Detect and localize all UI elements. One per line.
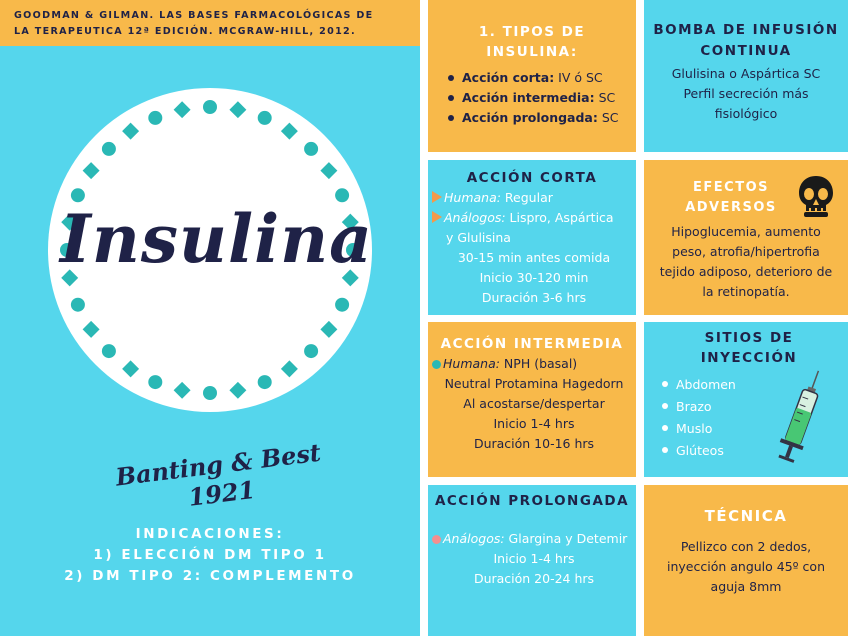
ring-ornament bbox=[304, 344, 318, 358]
humana-value: NPH (basal) bbox=[499, 356, 578, 371]
text-line: inyección angulo 45º con bbox=[667, 559, 825, 574]
analogos-value-2: y Glulisina bbox=[446, 230, 511, 245]
item-label: Acción intermedia: bbox=[462, 90, 595, 105]
page-title: Insulina bbox=[60, 200, 373, 278]
item-value: SC bbox=[594, 90, 616, 105]
prolongada-heading: ACCIÓN PROLONGADA bbox=[434, 493, 630, 509]
citation bbox=[0, 0, 420, 46]
list-item bbox=[446, 68, 636, 88]
text-line: Duración 3-6 hrs bbox=[481, 290, 587, 305]
ring-ornament bbox=[102, 142, 116, 156]
sitios-panel bbox=[644, 322, 848, 477]
list-item: Glúteos bbox=[660, 440, 848, 462]
bomba-heading-line-2: CONTINUA bbox=[700, 43, 792, 59]
text-line: Pellizco con 2 dedos, bbox=[680, 539, 812, 554]
text-line: aguja 8mm bbox=[710, 579, 782, 594]
ring-ornament bbox=[335, 298, 349, 312]
arrow-icon bbox=[432, 191, 442, 203]
list-item: Muslo bbox=[660, 418, 848, 440]
item-label: Acción prolongada: bbox=[462, 110, 598, 125]
list-item: Brazo bbox=[660, 396, 848, 418]
text-line: la retinopatía. bbox=[702, 284, 790, 299]
ring-ornament bbox=[258, 111, 272, 125]
bomba-panel bbox=[644, 0, 848, 152]
humana-label: Humana: bbox=[444, 190, 501, 205]
list-item: Abdomen bbox=[660, 374, 848, 396]
text-line: 30-15 min antes comida bbox=[457, 250, 611, 265]
tecnica-heading: TÉCNICA bbox=[704, 507, 788, 525]
credit-text: Banting & Best 1921 bbox=[114, 437, 323, 512]
list-item bbox=[446, 88, 636, 108]
indication-2: 2) DM TIPO 2: COMPLEMENTO bbox=[64, 568, 356, 584]
text-line: tejido adiposo, deterioro de bbox=[659, 264, 833, 279]
list-item bbox=[446, 108, 636, 128]
sitios-heading bbox=[644, 328, 848, 368]
text-line: fisiológico bbox=[714, 106, 778, 121]
text-line: Inicio 1-4 hrs bbox=[493, 416, 575, 431]
humana-value: Regular bbox=[500, 190, 553, 205]
ring-ornament bbox=[203, 386, 217, 400]
indications-heading: INDICACIONES: bbox=[135, 526, 285, 542]
tipos-heading-line-1: 1. TIPOS DE bbox=[478, 24, 586, 40]
text-line: Duración 20-24 hrs bbox=[473, 571, 595, 586]
ring-ornament bbox=[258, 375, 272, 389]
indication-1: 1) ELECCIÓN DM TIPO 1 bbox=[93, 547, 327, 563]
analogos-line bbox=[432, 208, 636, 228]
text-line: Al acostarse/despertar bbox=[463, 396, 605, 411]
tipos-panel bbox=[428, 0, 636, 152]
analogos-value: Glargina y Detemir bbox=[504, 531, 628, 546]
intermedia-panel bbox=[428, 322, 636, 477]
text-line: Inicio 30-120 min bbox=[479, 270, 589, 285]
humana-label: Humana: bbox=[443, 356, 500, 371]
ring-ornament bbox=[148, 111, 162, 125]
text-line: Hipoglucemia, aumento bbox=[671, 224, 821, 239]
corta-text bbox=[428, 188, 636, 308]
text-line: peso, atrofia/hipertrofia bbox=[672, 244, 820, 259]
syringe-icon bbox=[772, 366, 832, 466]
bomba-heading-line-1: BOMBA DE INFUSIÓN bbox=[653, 22, 839, 38]
item-value: IV ó SC bbox=[554, 70, 603, 85]
analogos-label: Análogos: bbox=[443, 531, 505, 546]
tipos-heading-line-2: INSULINA: bbox=[486, 44, 578, 60]
adversos-text bbox=[644, 222, 848, 302]
bullet-icon bbox=[432, 535, 441, 544]
tipos-heading bbox=[428, 22, 636, 62]
text-line: Glulisina o Aspártica SC bbox=[671, 66, 821, 81]
corta-heading: ACCIÓN CORTA bbox=[466, 170, 598, 186]
text-line: Perfil secreción más bbox=[683, 86, 809, 101]
corta-panel bbox=[428, 160, 636, 315]
ring-ornament bbox=[148, 375, 162, 389]
text-line: Duración 10-16 hrs bbox=[473, 436, 595, 451]
tecnica-panel bbox=[644, 485, 848, 636]
adversos-heading-line-2: ADVERSOS bbox=[685, 200, 777, 215]
analogos-value: Lispro, Aspártica bbox=[505, 210, 614, 225]
ring-ornament bbox=[102, 344, 116, 358]
indications bbox=[20, 524, 400, 587]
tipos-list bbox=[446, 68, 636, 128]
citation-line-2: LA TERAPEUTICA 12ª EDICIÓN. MCGRAW-HILL, 2012. bbox=[14, 26, 356, 37]
intermedia-text bbox=[428, 354, 636, 454]
citation-line-1: GOODMAN & GILMAN. LAS BASES FARMACOLÓGICAS DE bbox=[14, 10, 374, 21]
tecnica-text bbox=[644, 537, 848, 597]
adversos-panel bbox=[644, 160, 848, 315]
humana-line bbox=[432, 188, 636, 208]
prolongada-text bbox=[428, 529, 636, 589]
analogos-label: Análogos: bbox=[444, 210, 506, 225]
cover-panel bbox=[0, 0, 420, 636]
skull-icon bbox=[796, 174, 836, 218]
ring-ornament bbox=[71, 298, 85, 312]
bullet-icon bbox=[432, 360, 441, 369]
humana-line bbox=[432, 354, 636, 374]
intermedia-heading: ACCIÓN INTERMEDIA bbox=[440, 336, 624, 352]
item-value: SC bbox=[597, 110, 619, 125]
ring-ornament bbox=[304, 142, 318, 156]
bomba-heading bbox=[644, 20, 848, 62]
item-label: Acción corta: bbox=[462, 70, 555, 85]
text-line: Neutral Protamina Hagedorn bbox=[444, 376, 624, 391]
arrow-icon bbox=[432, 211, 442, 223]
text-line: Inicio 1-4 hrs bbox=[493, 551, 575, 566]
adversos-heading-line-1: EFECTOS bbox=[693, 180, 769, 195]
sitios-heading-line-2: INYECCIÓN bbox=[700, 350, 798, 366]
sitios-heading-line-1: SITIOS DE bbox=[704, 330, 794, 346]
prolongada-panel bbox=[428, 485, 636, 636]
analogos-line bbox=[432, 529, 636, 549]
ring-ornament bbox=[203, 100, 217, 114]
bomba-text bbox=[644, 64, 848, 124]
